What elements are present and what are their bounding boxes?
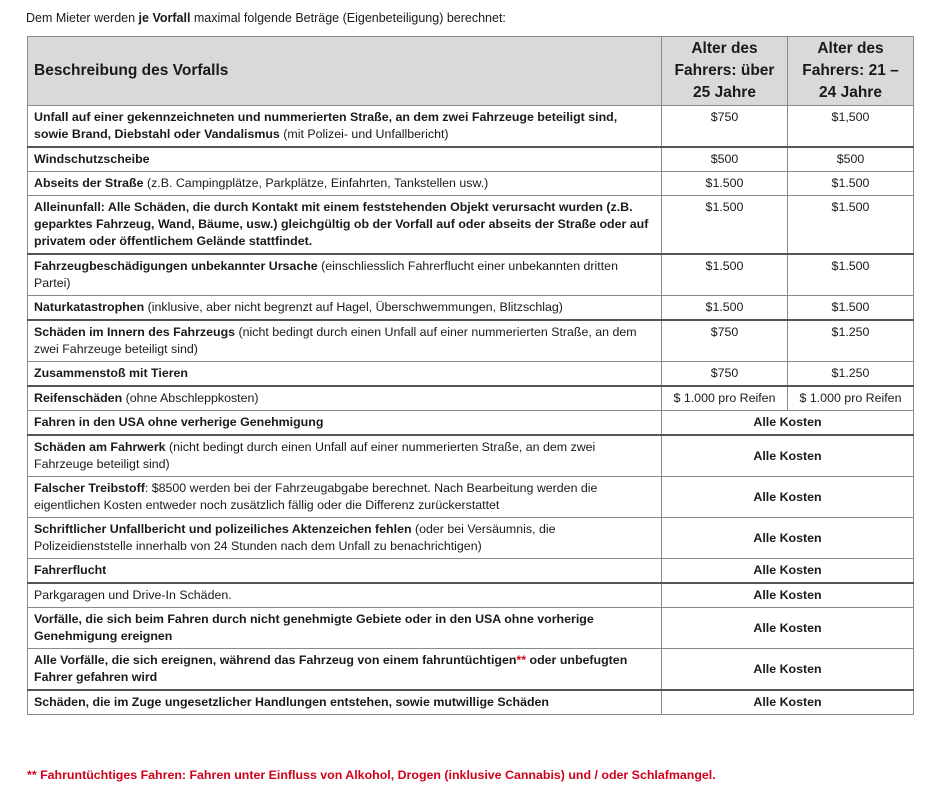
incident-title: Alle Vorfälle, die sich ereignen, während das Fahrzeug von einem fahruntüchtigen — [34, 653, 517, 667]
all-costs-cell: Alle Kosten — [662, 583, 914, 608]
table-row — [28, 608, 914, 649]
incident-title: Schäden am Fahrwerk — [34, 440, 166, 454]
amount-21-24: $1.500 — [788, 296, 914, 321]
incident-description — [28, 411, 662, 436]
incident-description — [28, 172, 662, 196]
incident-details: (nicht bedingt durch einen Unfall auf einer nummerierten Straße, an dem zwei Fahrzeuge beteiligt sind) — [34, 325, 637, 356]
amount-over-25: $ 1.000 pro Reifen — [662, 386, 788, 411]
intro-text — [26, 11, 506, 25]
amount-over-25: $750 — [662, 362, 788, 387]
incident-title: Falscher Treibstoff — [34, 481, 145, 495]
incident-title: Fahren in den USA ohne verherige Genehmigung — [34, 415, 324, 429]
footnote: ** Fahruntüchtiges Fahren: Fahren unter Einfluss von Alkohol, Drogen (inklusive Cannabis) und / oder Schlafmangel. — [27, 768, 716, 782]
amount-21-24: $1.250 — [788, 320, 914, 362]
incident-details: (ohne Abschleppkosten) — [122, 391, 259, 405]
deductible-table — [27, 36, 914, 715]
amount-21-24: $500 — [788, 147, 914, 172]
table-row — [28, 362, 914, 387]
incident-description — [28, 435, 662, 477]
amount-21-24: $ 1.000 pro Reifen — [788, 386, 914, 411]
amount-over-25: $750 — [662, 106, 788, 148]
table-header-row — [28, 37, 914, 106]
incident-title: Fahrzeugbeschädigungen unbekannter Ursache — [34, 259, 318, 273]
header-description: Beschreibung des Vorfalls — [28, 37, 662, 106]
amount-21-24: $1.250 — [788, 362, 914, 387]
amount-21-24: $1.500 — [788, 172, 914, 196]
incident-description — [28, 196, 662, 255]
amount-21-24: $1,500 — [788, 106, 914, 148]
all-costs-cell: Alle Kosten — [662, 559, 914, 584]
amount-over-25: $1.500 — [662, 296, 788, 321]
incident-title: Fahrerflucht — [34, 563, 107, 577]
table-row — [28, 518, 914, 559]
all-costs-cell: Alle Kosten — [662, 435, 914, 477]
incident-details: (einschliesslich Fahrerflucht einer unbekannten dritten Partei) — [34, 259, 618, 290]
table-row — [28, 690, 914, 715]
incident-title: Schriftlicher Unfallbericht und polizeiliches Aktenzeichen fehlen — [34, 522, 412, 536]
incident-title: Naturkatastrophen — [34, 300, 145, 314]
incident-details: (inklusive, aber nicht begrenzt auf Hagel, Überschwemmungen, Blitzschlag) — [144, 300, 563, 314]
incident-title: Windschutzscheibe — [34, 152, 150, 166]
incident-title: Vorfälle, die sich beim Fahren durch nicht genehmigte Gebiete oder in den USA ohne vorherige Genehmigung ereignen — [34, 612, 594, 643]
table-row — [28, 477, 914, 518]
intro-after: maximal folgende Beträge (Eigenbeteiligung) berechnet: — [190, 11, 506, 25]
amount-over-25: $1.500 — [662, 172, 788, 196]
incident-title: Zusammenstoß mit Tieren — [34, 366, 188, 380]
incident-details: : $8500 werden bei der Fahrzeugabgabe berechnet. Nach Bearbeitung werden die eigentlichen Kosten entweder noch zusätzlich fällig oder die Differenz zurückerstattet — [34, 481, 598, 512]
table-row — [28, 435, 914, 477]
intro-before: Dem Mieter werden — [26, 11, 139, 25]
footnote-marker: ** — [516, 653, 527, 667]
incident-description — [28, 518, 662, 559]
table-row — [28, 386, 914, 411]
all-costs-cell: Alle Kosten — [662, 608, 914, 649]
all-costs-cell: Alle Kosten — [662, 649, 914, 691]
table-row — [28, 172, 914, 196]
incident-title: Unfall auf einer gekennzeichneten und nummerierten Straße, an dem zwei Fahrzeuge beteiligt sind, sowie Brand, Diebstahl oder Vandalismus — [34, 110, 618, 141]
table-row — [28, 320, 914, 362]
header-21-24: Alter des Fahrers: 21 – 24 Jahre — [788, 37, 914, 106]
amount-21-24: $1.500 — [788, 196, 914, 255]
amount-over-25: $1.500 — [662, 254, 788, 296]
incident-description — [28, 649, 662, 691]
amount-over-25: $750 — [662, 320, 788, 362]
incident-details: Parkgaragen und Drive-In Schäden. — [34, 588, 232, 602]
incident-description — [28, 147, 662, 172]
all-costs-cell: Alle Kosten — [662, 690, 914, 715]
all-costs-cell: Alle Kosten — [662, 477, 914, 518]
incident-description — [28, 583, 662, 608]
amount-21-24: $1.500 — [788, 254, 914, 296]
incident-description — [28, 608, 662, 649]
table-row — [28, 254, 914, 296]
incident-title-cont: oder unbefugten Fahrer gefahren wird — [34, 653, 628, 684]
table-row — [28, 649, 914, 691]
table-row — [28, 411, 914, 436]
incident-details: (mit Polizei- und Unfallbericht) — [279, 127, 449, 141]
all-costs-cell: Alle Kosten — [662, 518, 914, 559]
table-row — [28, 106, 914, 148]
incident-description — [28, 296, 662, 321]
table-row — [28, 196, 914, 255]
incident-description — [28, 254, 662, 296]
incident-details: (oder bei Versäumnis, die Polizeidienststelle innerhalb von 24 Stunden nach dem Unfall zu benachrichtigen) — [34, 522, 556, 553]
intro-bold: je Vorfall — [138, 11, 191, 25]
incident-details: (nicht bedingt durch einen Unfall auf einer nummerierten Straße, an dem zwei Fahrzeuge beteiligt sind) — [34, 440, 596, 471]
all-costs-cell: Alle Kosten — [662, 411, 914, 436]
incident-title: Reifenschäden — [34, 391, 123, 405]
incident-description — [28, 106, 662, 148]
amount-over-25: $1.500 — [662, 196, 788, 255]
incident-description — [28, 386, 662, 411]
amount-over-25: $500 — [662, 147, 788, 172]
header-over-25: Alter des Fahrers: über 25 Jahre — [662, 37, 788, 106]
incident-title: Alleinunfall: Alle Schäden, die durch Kontakt mit einem feststehenden Objekt verursacht wurden (z.B. geparktes Fahrzeug, Wand, Bäume, usw.) gleichgültig ob der Vorfall auf oder abseits der Straße oder auf privatem oder öffentlichem Gelände stattfindet. — [34, 200, 649, 248]
table-row — [28, 559, 914, 584]
incident-description — [28, 477, 662, 518]
incident-title: Abseits der Straße — [34, 176, 144, 190]
table-row — [28, 583, 914, 608]
incident-title: Schäden im Innern des Fahrzeugs — [34, 325, 236, 339]
incident-description — [28, 320, 662, 362]
incident-description — [28, 690, 662, 715]
table-row — [28, 147, 914, 172]
incident-details: (z.B. Campingplätze, Parkplätze, Einfahrten, Tankstellen usw.) — [143, 176, 489, 190]
table-row — [28, 296, 914, 321]
incident-title: Schäden, die im Zuge ungesetzlicher Handlungen entstehen, sowie mutwillige Schäden — [34, 695, 549, 709]
incident-description — [28, 362, 662, 387]
incident-description — [28, 559, 662, 584]
